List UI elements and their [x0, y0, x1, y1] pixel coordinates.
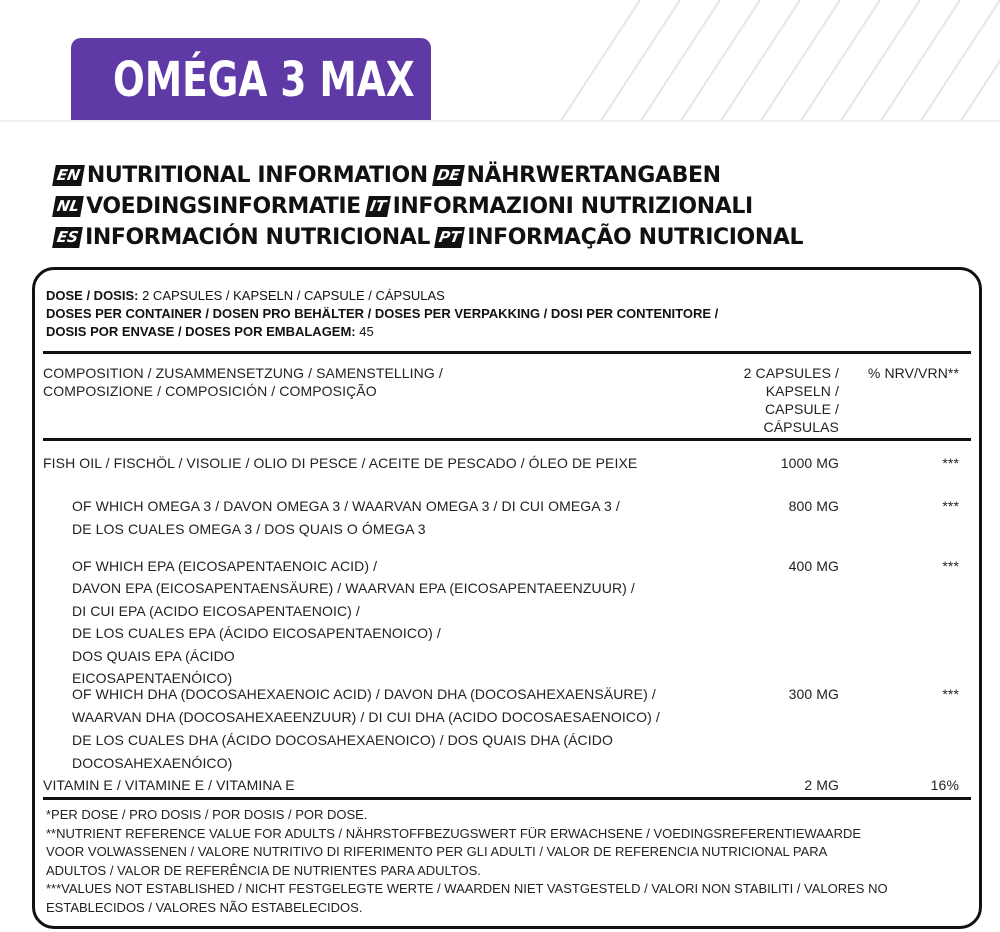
lang-badge-nl: NL	[52, 196, 84, 217]
footnote-line: ESTABLECIDOS / VALORES NÃO ESTABELECIDOS.	[46, 899, 363, 915]
footnote-line: ADULTOS / VALOR DE REFERÊNCIA DE NUTRIENTES PARA ADULTOS.	[46, 862, 481, 878]
row-amount: 400 MG	[788, 558, 839, 574]
footnotes	[46, 806, 976, 918]
heading-nl: VOEDINGSINFORMATIE	[86, 194, 361, 219]
row-nrv: 16%	[930, 777, 959, 793]
row-amount: 1000 MG	[780, 455, 839, 471]
heading-en: NUTRITIONAL INFORMATION	[86, 163, 428, 188]
heading-pt: INFORMAÇÃO NUTRICIONAL	[467, 225, 804, 250]
row-label-line: FISH OIL / FISCHÖL / VISOLIE / OLIO DI PESCE / ACEITE DE PESCADO / ÓLEO DE PEIXE	[43, 455, 638, 471]
row-label-line: DE LOS CUALES OMEGA 3 / DOS QUAIS O ÓMEGA 3	[72, 521, 426, 537]
row-label-line: DOCOSAHEXAENÓICO)	[72, 755, 233, 771]
lang-badge-pt: PT	[434, 227, 465, 248]
product-title: OMÉGA 3 MAX	[113, 52, 415, 108]
composition-header-2: COMPOSIZIONE / COMPOSICIÓN / COMPOSIÇÃO	[43, 383, 377, 399]
row-label-line: DI CUI EPA (ACIDO EICOSAPENTAENOIC) /	[72, 603, 360, 619]
row-label-line: DAVON EPA (EICOSAPENTAENSÄURE) / WAARVAN EPA (EICOSAPENTAEENZUUR) /	[72, 580, 635, 596]
nutrition-headings	[54, 160, 994, 253]
row-label-line: VITAMIN E / VITAMINE E / VITAMINA E	[43, 777, 295, 793]
heading-line-2	[54, 191, 994, 222]
heading-es: INFORMACIÓN NUTRICIONAL	[85, 225, 431, 250]
row-label-line: DE LOS CUALES EPA (ÁCIDO EICOSAPENTAENOICO) /	[72, 625, 441, 641]
lang-badge-en: EN	[52, 165, 85, 186]
row-amount: 800 MG	[788, 498, 839, 514]
nrv-col-header: % NRV/VRN**	[867, 365, 959, 381]
row-label-line: EICOSAPENTAENÓICO)	[72, 670, 233, 686]
heading-line-3	[54, 222, 994, 253]
row-label-line: OF WHICH EPA (EICOSAPENTAENOIC ACID) /	[72, 558, 378, 574]
dose-col-header-3: CAPSULE /	[764, 401, 839, 417]
heading-de: NÄHRWERTANGABEN	[466, 163, 721, 188]
dose-line	[46, 287, 966, 305]
banner-divider	[0, 120, 1000, 122]
lang-badge-es: ES	[52, 227, 83, 248]
composition-header-1: COMPOSITION / ZUSAMMENSETZUNG / SAMENSTELLING /	[43, 365, 443, 381]
dose-label: DOSE / DOSIS:	[46, 288, 139, 303]
footnote-line: VOOR VOLWASSENEN / VALORE NUTRITIVO DI RIFERIMENTO PER GLI ADULTI / VALOR DE REFERENCIA NUTRICIONAL PARA	[46, 844, 828, 860]
footnote-line: *PER DOSE / PRO DOSIS / POR DOSIS / POR DOSE.	[46, 807, 368, 822]
divider-header	[43, 438, 971, 441]
row-nrv: ***	[942, 498, 959, 514]
footnote-line: ***VALUES NOT ESTABLISHED / NICHT FESTGELEGTE WERTE / WAARDEN NIET VASTGESTELD / VALORI NON STABILITI / VALORES NO	[46, 881, 888, 897]
divider-footnotes	[43, 797, 971, 800]
heading-it: INFORMAZIONI NUTRIZIONALI	[392, 194, 753, 219]
product-title-badge	[71, 38, 431, 122]
row-label-line: DE LOS CUALES DHA (ÁCIDO DOCOSAHEXAENOICO) / DOS QUAIS DHA (ÁCIDO	[72, 732, 613, 748]
dose-value: 2 CAPSULES / KAPSELN / CAPSULE / CÁPSULAS	[142, 288, 445, 303]
dose-col-header-2: KAPSELN /	[765, 383, 839, 399]
heading-line-1	[54, 160, 994, 191]
row-label-line: DOS QUAIS EPA (ÁCIDO	[72, 648, 235, 664]
footnote-line: **NUTRIENT REFERENCE VALUE FOR ADULTS / NÄHRSTOFFBEZUGSWERT FÜR ERWACHSENE / VOEDINGSREFERENTIEWAARDE	[46, 825, 862, 841]
row-amount: 2 MG	[804, 777, 839, 793]
lang-badge-it: IT	[365, 196, 391, 217]
row-label-line: OF WHICH DHA (DOCOSAHEXAENOIC ACID) / DAVON DHA (DOCOSAHEXAENSÄURE) /	[72, 686, 656, 702]
divider-dose	[43, 351, 971, 354]
lang-badge-de: DE	[432, 165, 464, 186]
dose-col-header-4: CÁPSULAS	[763, 419, 839, 435]
container-line	[46, 323, 966, 341]
container-label-1: DOSES PER CONTAINER / DOSEN PRO BEHÄLTER / DOSES PER VERPAKKING / DOSI PER CONTENITORE /	[46, 306, 719, 321]
dose-col-header-1: 2 CAPSULES /	[743, 365, 839, 381]
row-nrv: ***	[942, 686, 959, 702]
row-nrv: ***	[942, 455, 959, 471]
row-amount: 300 MG	[788, 686, 839, 702]
row-label-line: OF WHICH OMEGA 3 / DAVON OMEGA 3 / WAARVAN OMEGA 3 / DI CUI OMEGA 3 /	[72, 498, 620, 514]
container-value: 45	[359, 324, 374, 339]
row-nrv: ***	[942, 558, 959, 574]
dose-info	[46, 287, 966, 341]
row-label-line: WAARVAN DHA (DOCOSAHEXAEENZUUR) / DI CUI DHA (ACIDO DOCOSAESAENOICO) /	[72, 709, 660, 725]
container-label-2: DOSIS POR ENVASE / DOSES POR EMBALAGEM:	[46, 324, 356, 339]
nutrition-panel	[32, 267, 982, 929]
header-banner	[0, 0, 1000, 122]
